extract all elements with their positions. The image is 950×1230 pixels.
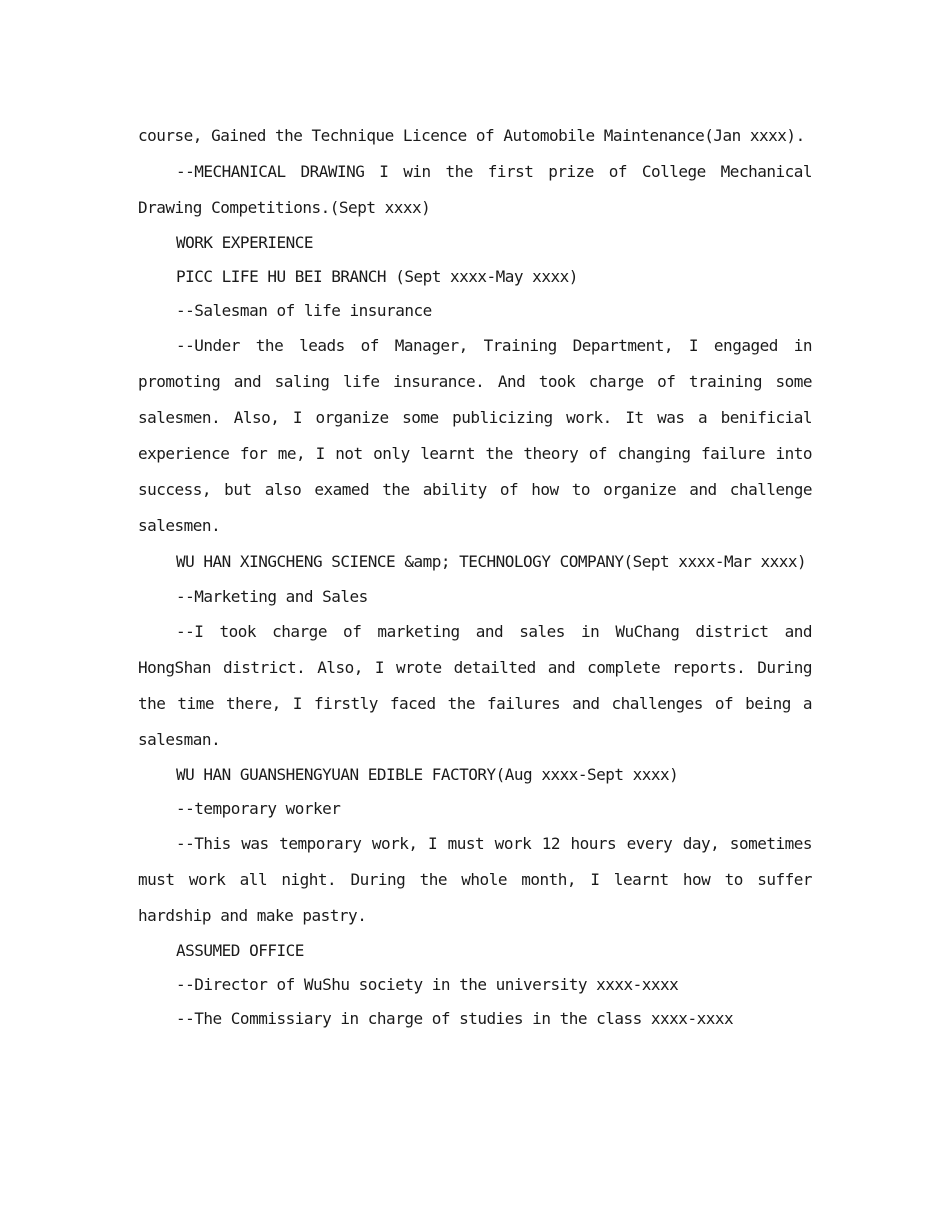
office-wushu-director: --Director of WuShu society in the university xxxx-xxxx (176, 975, 679, 994)
description-guanshengyuan: --This was temporary work, I must work 12 hours every day, sometimes must work all night. During the whole month, I learnt how to suffer hardship and make pastry. (138, 834, 812, 925)
office-studies-commissiary: --The Commissiary in charge of studies in the class xxxx-xxxx (176, 1009, 734, 1028)
employer-picc-life: PICC LIFE HU BEI BRANCH (Sept xxxx-May xxxx) (176, 267, 578, 286)
employer-guanshengyuan: WU HAN GUANSHENGYUAN EDIBLE FACTORY(Aug xxxx-Sept xxxx) (176, 765, 679, 784)
heading-assumed-office: ASSUMED OFFICE (176, 941, 304, 960)
role-temporary-worker: --temporary worker (176, 799, 341, 818)
document-body (138, 118, 812, 1036)
paragraph-mechanical-drawing: --MECHANICAL DRAWING I win the first prize of College Mechanical Drawing Competitions.(Sept xxxx) (138, 162, 812, 217)
paragraph-automobile-licence: course, Gained the Technique Licence of Automobile Maintenance(Jan xxxx). (138, 126, 805, 145)
heading-work-experience: WORK EXPERIENCE (176, 233, 313, 252)
description-xingcheng: --I took charge of marketing and sales in WuChang district and HongShan district. Also, I wrote detailted and complete reports. During the time there, I firstly faced the failures and challenges of being a salesman. (138, 622, 812, 749)
description-picc-life: --Under the leads of Manager, Training Department, I engaged in promoting and saling life insurance. And took charge of training some salesmen. Also, I organize some publicizing work. It was a benificial experience for me, I not only learnt the theory of changing failure into success, but also examed the ability of how to organize and challenge salesmen. (138, 336, 812, 535)
employer-xingcheng: WU HAN XINGCHENG SCIENCE &amp; TECHNOLOGY COMPANY(Sept xxxx-Mar xxxx) (176, 552, 807, 571)
role-marketing-sales: --Marketing and Sales (176, 587, 368, 606)
role-salesman-life-insurance: --Salesman of life insurance (176, 301, 432, 320)
